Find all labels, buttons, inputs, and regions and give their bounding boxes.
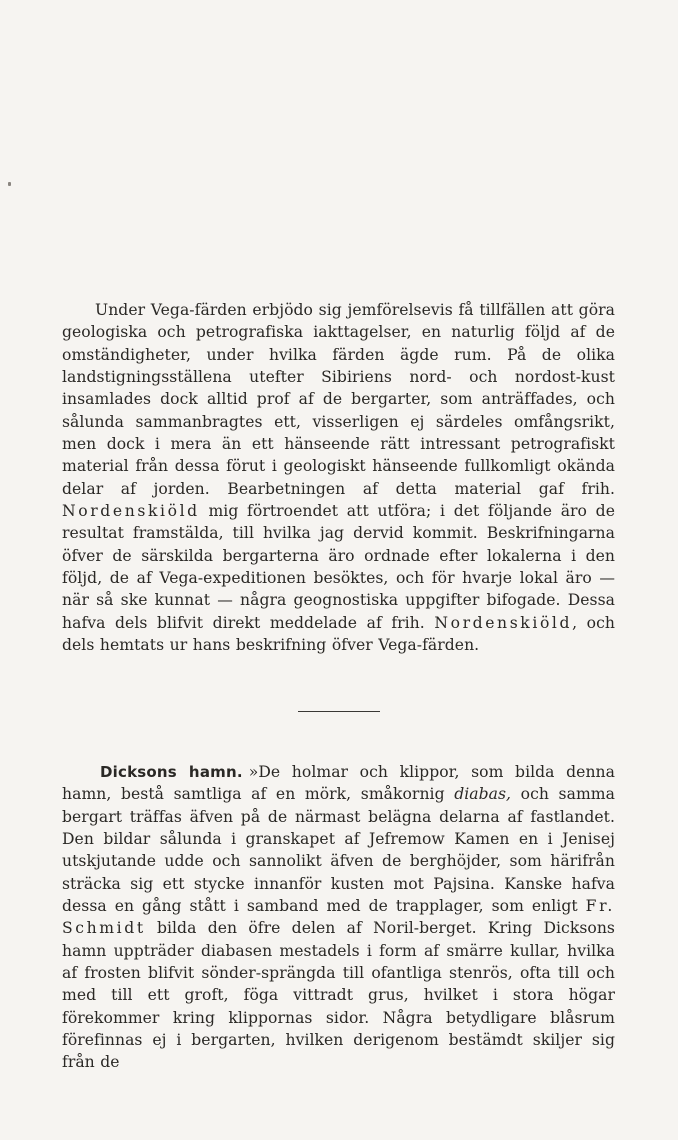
cited-author: Fr. Schmidt	[62, 897, 615, 938]
intro-paragraph	[62, 299, 615, 657]
rock-name-italic: diabas,	[454, 785, 512, 804]
intro-text-2: mig förtroendet att utföra; i det följande äro de resultat framstälda, till hvilka jag dervid kommit. Beskrifningarna öfver de särskilda bergarterna äro ordnade efter lokalerna i den följd, de af Vega-expeditionen besöktes, och för hvarje lokal äro — när så ske kunnat — några geognostiska uppgifter bifogade. Dessa hafva dels blifvit direkt meddelade af frih.	[62, 502, 615, 632]
section-heading: Dicksons hamn.	[100, 763, 243, 781]
author-name: Nordenskiöld	[434, 613, 573, 632]
intro-text-1: Under Vega-färden erbjödo sig jemförelsevis få tillfällen att göra geologiska och petrografiska iakttagelser, en naturlig följd af de omständigheter, under hvilka färden ägde rum. På de olika landstigningsställena utefter Sibiriens nord- och nordost-kust insamlades dock alltid prof af de bergarter, som anträffades, och sålunda sammanbragtes ett, visserligen ej särdeles omfångsrikt, men dock i mera än ett hänseende rätt intressant petrografiskt material från dessa förut i geologiskt hänseende fullkomligt okända delar af jorden. Bearbetningen af detta material gaf frih.	[62, 301, 615, 498]
author-name: Nordenskiöld	[62, 502, 200, 521]
section-text-1: »De holmar och klippor, som bilda denna hamn, bestå samtliga af en mörk, småkornig	[62, 763, 615, 804]
intro-text-3: , och dels hemtats ur hans beskrifning öfver Vega-färden.	[62, 613, 615, 655]
margin-speck	[8, 182, 11, 186]
section-divider	[298, 711, 380, 712]
section-text-3: bilda den öfre delen af Noril-berget. Kring Dicksons hamn uppträder diabasen mestadels i form af smärre kullar, hvilka af frosten blifvit sönder-sprängda till ofantliga stenrös, ofta till och med till ett groft, föga vittradt grus, hvilket i stora högar förekommer kring klippornas sidor. Några betydligare blåsrum förefinnas ej i bergarten, hvilken derigenom bestämdt skiljer sig från de	[62, 919, 615, 1072]
section-paragraph	[62, 761, 615, 1074]
section-text-2: och samma bergart träffas äfven på de närmast belägna delarna af fastlandet. Den bildar sålunda i granskapet af Jefremow Kamen en i Jenisej utskjutande udde och sannolikt äfven de berghöjder, som härifrån sträcka sig ett stycke innanför kusten mot Pajsina. Kanske hafva dessa en gång stått i samband med de trapplager, som enligt	[62, 785, 615, 916]
